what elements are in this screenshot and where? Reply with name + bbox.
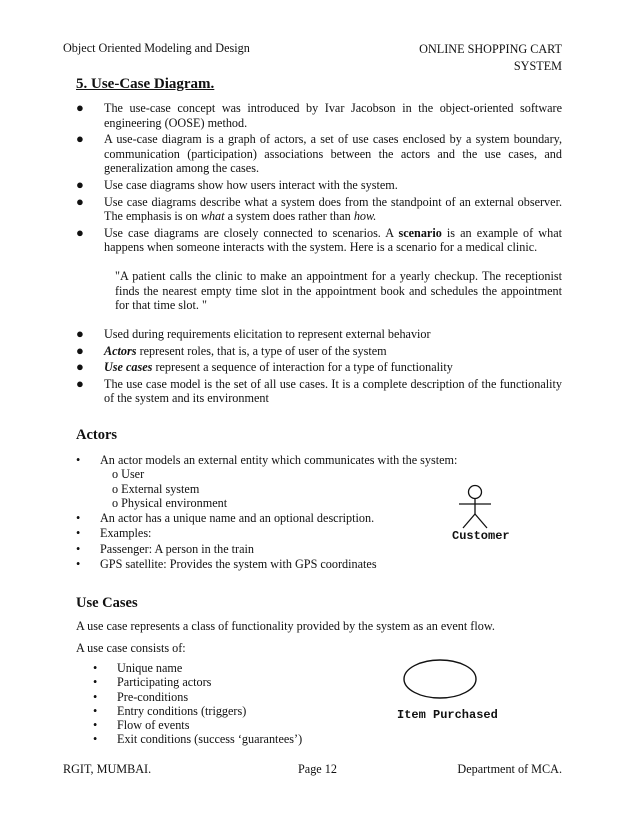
bullet-icon: • [93,732,98,747]
actor-label: Customer [452,529,510,543]
bullet-icon: • [93,689,98,704]
actors-title: Actors [76,427,118,443]
bullet-icon: ● [76,193,84,209]
header-right-line2: SYSTEM [513,59,562,73]
bullet-icon: • [76,526,81,541]
bullet-icon: ● [76,176,84,192]
bullet-icon: • [76,557,81,572]
list-item: ● Use case diagrams are closely connected to scenarios. A scenario is an example of what happens when someone interacts with the system. Here is a scenario for a medical clinic. [76,224,562,255]
circle-bullet-icon: o [112,467,122,482]
use-case-ellipse-icon [400,656,480,702]
use-cases-paragraph-1: A use case represents a class of functionality provided by the system as an event flow. [76,619,495,633]
header-right-line1: ONLINE SHOPPING CART [419,42,562,56]
list-item: ● Actors represent roles, that is, a type of user of the system [76,342,387,358]
bullet-icon: ● [76,326,84,341]
list-item: • GPS satellite: Provides the system with GPS coordinates [76,557,377,572]
actors-list [76,453,476,571]
sub-list-item: o External system [112,481,200,496]
list-item: • Participating actors [93,675,212,690]
section5-bullets-2 [76,327,562,406]
list-item: • An actor models an external entity which communicates with the system: [76,453,458,467]
bullet-icon: • [76,453,81,467]
bullet-icon: ● [76,131,84,147]
list-item: ● Used during requirements elicitation to represent external behavior [76,326,431,341]
actor-stick-figure-icon [445,484,505,534]
list-item: ● Use case diagrams describe what a system does from the standpoint of an external observer. The emphasis is on what a system does rather than how. [76,193,562,224]
use-cases-title: Use Cases [76,595,138,611]
bullet-icon: • [93,675,98,690]
list-item: • Flow of events [93,718,190,733]
bullet-icon: • [76,541,81,556]
circle-bullet-icon: o [112,495,122,510]
bullet-icon: • [93,703,98,718]
bullet-icon: • [93,718,98,733]
scenario-quote: "A patient calls the clinic to make an appointment for a yearly checkup. The receptionist finds the nearest empty time slot in the appointment book and schedules the appointment for that time slot. " [115,269,562,313]
list-item: • An actor has a unique name and an optional description. [76,511,375,526]
list-item: ● The use-case concept was introduced by Ivar Jacobson in the object-oriented software engineering (OOSE) method. [76,100,562,130]
bullet-icon: ● [76,342,84,358]
footer-page-number: Page 12 [298,762,337,776]
section5-title: 5. Use-Case Diagram. [76,76,215,92]
header-right [419,41,562,75]
list-item: • Unique name [93,661,183,675]
bullet-icon: • [93,661,98,675]
list-item: • Passenger: A person in the train [76,541,255,556]
use-cases-paragraph-2: A use case consists of: [76,641,186,655]
sub-list-item: o User [112,467,145,482]
list-item: • Examples: [76,526,152,541]
footer-right: Department of MCA. [457,762,562,776]
section5-bullets [76,101,562,255]
list-item: • Exit conditions (success ‘guarantees’) [93,732,303,747]
circle-bullet-icon: o [112,481,122,496]
list-item: ● Use cases represent a sequence of interaction for a type of functionality [76,359,453,375]
footer-left: RGIT, MUMBAI. [63,762,152,776]
bullet-icon: • [76,511,81,526]
bullet-icon: ● [76,359,84,375]
list-item: ● A use-case diagram is a graph of actors, a set of use cases enclosed by a system boundary, communication (participation) associations between the actors and the use cases, and generalization among the cases. [76,131,562,176]
bullet-icon: ● [76,224,84,240]
use-case-label: Item Purchased [397,708,498,722]
list-item: • Pre-conditions [93,689,189,704]
sub-list-item: o Physical environment [112,495,228,510]
header-left: Object Oriented Modeling and Design [63,41,250,55]
use-cases-list [93,661,383,747]
list-item: ● The use case model is the set of all use cases. It is a complete description of the functionality of the system and its environment [76,375,562,406]
bullet-icon: ● [76,375,84,391]
bullet-icon: ● [76,100,84,115]
list-item: • Entry conditions (triggers) [93,703,247,718]
list-item: ● Use case diagrams show how users interact with the system. [76,176,398,192]
